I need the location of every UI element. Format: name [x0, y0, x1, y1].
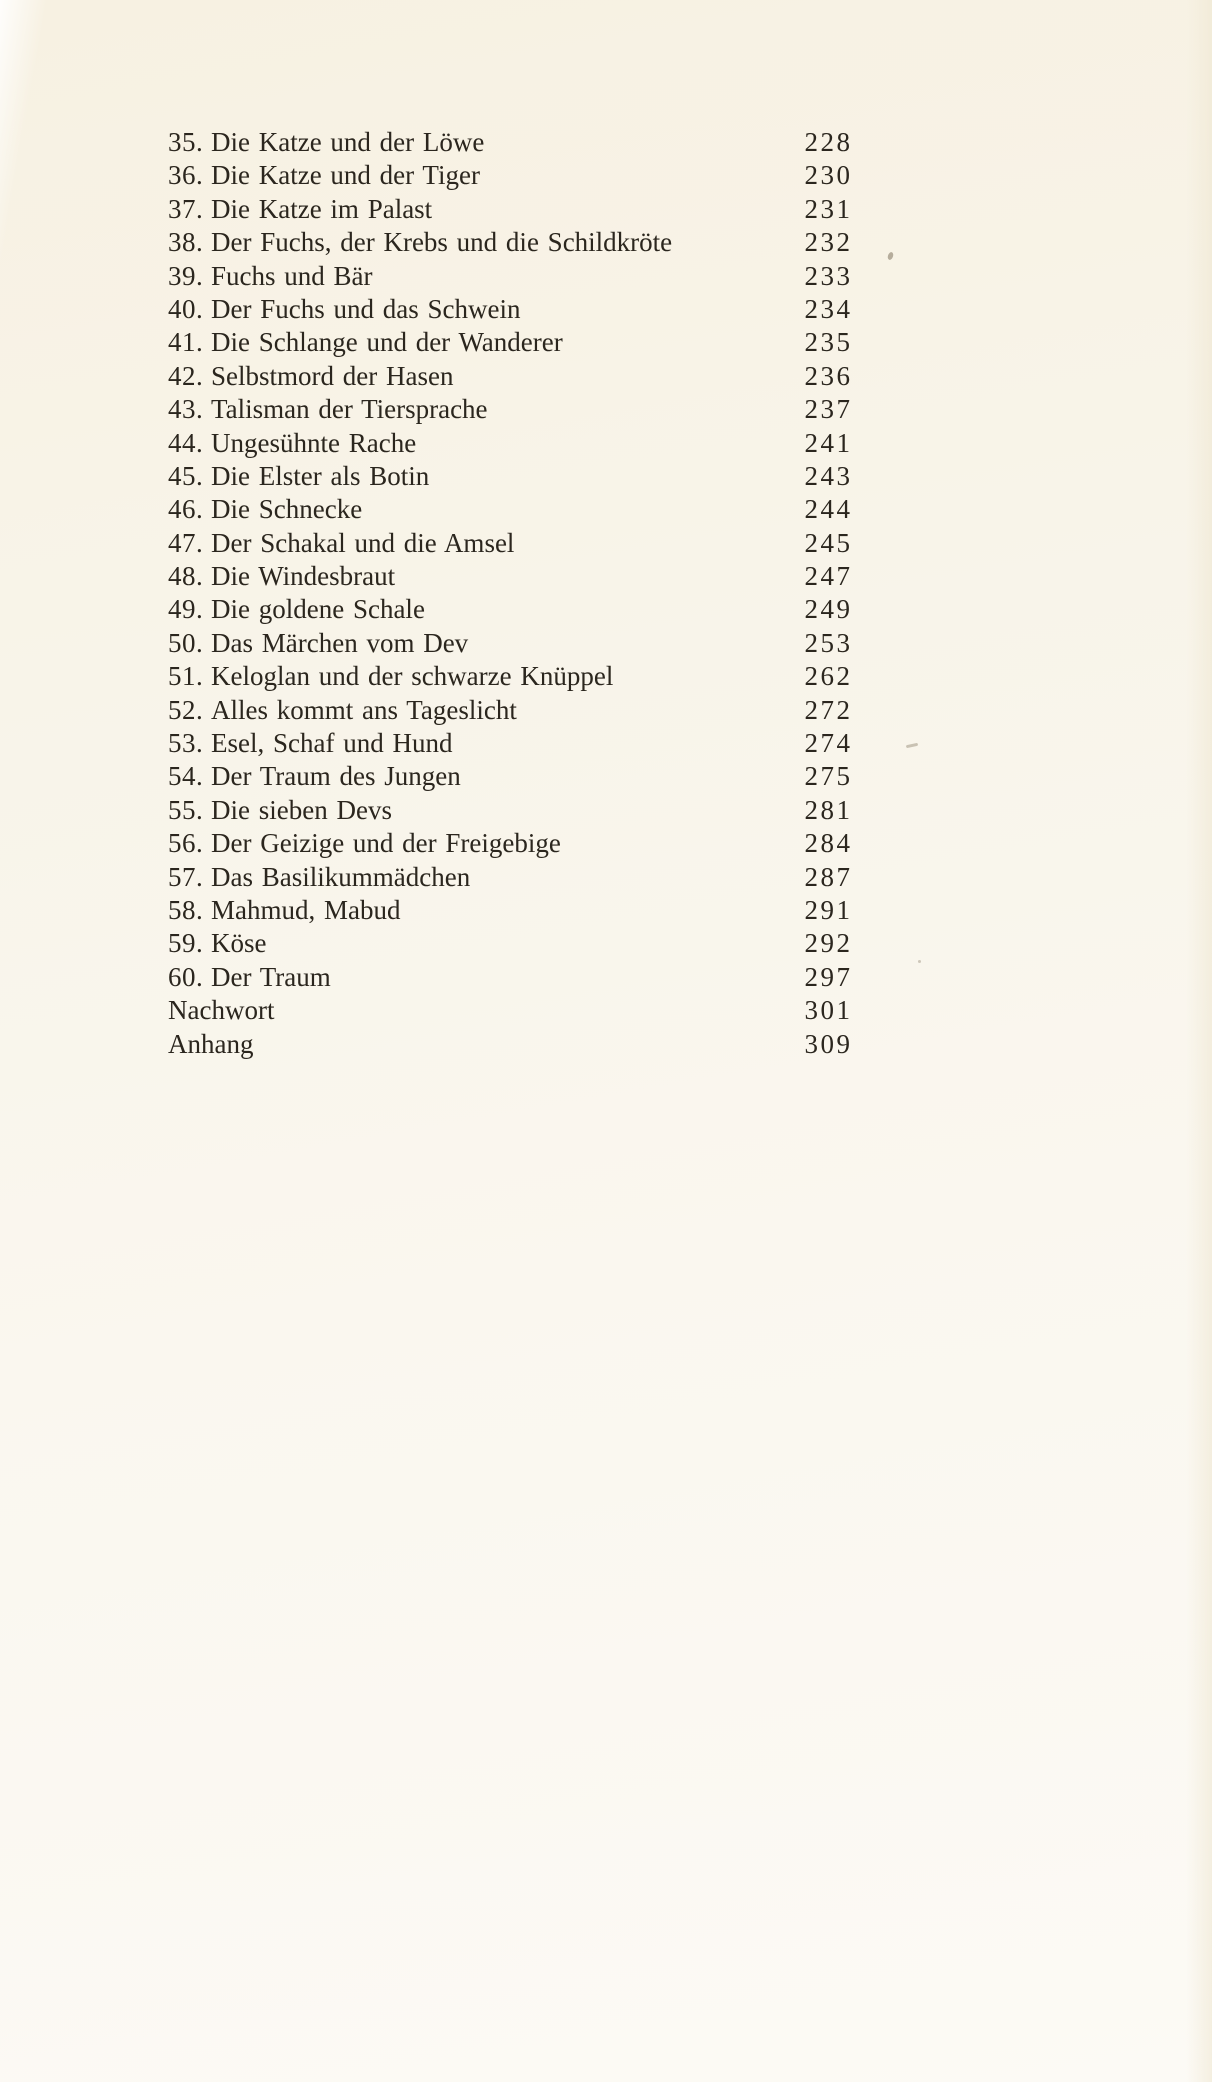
scan-speck — [887, 251, 894, 260]
toc-entry — [168, 961, 853, 994]
toc-entry-title: Die Katze und der Löwe — [211, 127, 485, 157]
toc-entry-number: 36. — [168, 160, 204, 191]
toc-entry-title: Köse — [211, 928, 267, 959]
toc-entry-page: 237 — [804, 394, 853, 425]
toc-entry-number: 54. — [168, 761, 204, 792]
toc-entry — [168, 861, 853, 894]
toc-entry-number: 56. — [168, 828, 204, 859]
toc-entry — [168, 760, 853, 793]
toc-entry-title: Das Märchen vom Dev — [211, 627, 469, 658]
toc-entry-number: 39. — [168, 260, 204, 291]
toc-entry-number: 52. — [168, 694, 204, 725]
toc-entry — [168, 226, 853, 259]
toc-entry-title: Die goldene Schale — [211, 594, 425, 625]
toc-entry-number: 48. — [168, 561, 204, 592]
toc-list — [168, 126, 853, 1061]
toc-entry-page: 274 — [804, 728, 853, 759]
toc-entry-title: Die Schnecke — [211, 494, 363, 525]
toc-entry-page: 281 — [804, 794, 853, 825]
toc-entry-number: 43. — [168, 394, 204, 425]
toc-entry — [168, 593, 853, 626]
toc-entry-title: Der Fuchs und das Schwein — [211, 293, 521, 324]
toc-entry-title: Die Schlange und der Wanderer — [211, 327, 563, 358]
toc-entry-number: 49. — [168, 594, 204, 625]
toc-entry-title: Anhang — [168, 1028, 254, 1059]
toc-entry-title: Der Fuchs, der Krebs und die Schildkröte — [211, 227, 673, 258]
toc-entry-page: 234 — [804, 293, 853, 324]
toc-entry-number: 41. — [168, 327, 204, 358]
toc-entry — [168, 694, 853, 727]
toc-entry — [168, 627, 853, 660]
toc-entry — [168, 260, 853, 293]
toc-entry-number: 58. — [168, 894, 204, 925]
toc-entry-page: 297 — [804, 961, 853, 992]
toc-entry-page: 291 — [804, 894, 853, 925]
toc-entry-page: 241 — [804, 427, 853, 458]
toc-entry-title: Der Traum — [211, 961, 331, 992]
toc-entry-title: Talisman der Tiersprache — [211, 394, 488, 425]
toc-entry-title: Mahmud, Mabud — [211, 894, 401, 925]
toc-entry-number: 46. — [168, 494, 204, 525]
toc-entry-page: 230 — [804, 160, 853, 191]
toc-entry — [168, 393, 853, 426]
toc-entry-page: 231 — [804, 193, 853, 224]
toc-entry-title: Esel, Schaf und Hund — [211, 728, 453, 759]
toc-entry-number: 47. — [168, 527, 204, 558]
toc-entry-page: 253 — [804, 627, 853, 658]
scan-speck — [906, 743, 918, 748]
toc-entry-number: 55. — [168, 794, 204, 825]
toc-entry-page: 232 — [804, 227, 853, 258]
toc-entry — [168, 326, 853, 359]
toc-entry — [168, 1028, 853, 1061]
toc-entry-page: 236 — [804, 360, 853, 391]
toc-entry — [168, 527, 853, 560]
toc-entry-page: 272 — [804, 694, 853, 725]
toc-entry-page: 244 — [804, 494, 853, 525]
toc-entry — [168, 927, 853, 960]
toc-entry-page: 243 — [804, 460, 853, 491]
toc-entry-page: 301 — [804, 995, 853, 1026]
toc-entry-number: 50. — [168, 627, 204, 658]
toc-entry-title: Alles kommt ans Tageslicht — [211, 694, 517, 725]
toc-entry — [168, 560, 853, 593]
toc-entry-number: 42. — [168, 360, 204, 391]
toc-entry-title: Nachwort — [168, 995, 275, 1026]
toc-entry-title: Der Traum des Jungen — [211, 761, 461, 792]
toc-entry-number: 37. — [168, 193, 204, 224]
toc-entry — [168, 193, 853, 226]
toc-entry-title: Der Schakal und die Amsel — [211, 527, 515, 558]
toc-entry-title: Der Geizige und der Freigebige — [211, 828, 561, 859]
toc-entry-number: 51. — [168, 661, 204, 692]
toc-entry-page: 247 — [804, 561, 853, 592]
toc-entry — [168, 660, 853, 693]
toc-entry-number: 35. — [168, 127, 204, 157]
toc-entry — [168, 493, 853, 526]
toc-entry-title: Keloglan und der schwarze Knüppel — [211, 661, 614, 692]
toc-entry — [168, 126, 853, 159]
toc-entry-page: 284 — [804, 828, 853, 859]
toc-entry-title: Die Katze und der Tiger — [211, 160, 480, 191]
toc-entry-page: 228 — [804, 127, 853, 157]
toc-entry-page: 233 — [804, 260, 853, 291]
toc-entry-number: 44. — [168, 427, 204, 458]
toc-entry — [168, 293, 853, 326]
toc-entry-title: Ungesühnte Rache — [211, 427, 417, 458]
toc-entry-page: 309 — [804, 1028, 853, 1059]
toc-entry-number: 38. — [168, 227, 204, 258]
toc-entry-page: 249 — [804, 594, 853, 625]
toc-entry-title: Selbstmord der Hasen — [211, 360, 454, 391]
toc-entry — [168, 360, 853, 393]
toc-entry — [168, 827, 853, 860]
toc-entry-page: 275 — [804, 761, 853, 792]
toc-entry — [168, 460, 853, 493]
toc-entry — [168, 994, 853, 1027]
toc-entry-number: 53. — [168, 728, 204, 759]
toc-entry — [168, 427, 853, 460]
toc-entry-title: Fuchs und Bär — [211, 260, 373, 291]
toc-entry-title: Die Elster als Botin — [211, 460, 430, 491]
toc-entry-number: 59. — [168, 928, 204, 959]
toc-entry-title: Die Katze im Palast — [211, 193, 433, 224]
toc-entry-number: 45. — [168, 460, 204, 491]
toc-entry-page: 292 — [804, 928, 853, 959]
toc-entry-number: 57. — [168, 861, 204, 892]
toc-entry — [168, 727, 853, 760]
toc-entry — [168, 794, 853, 827]
toc-entry — [168, 159, 853, 192]
scan-right-edge-shade — [1186, 0, 1212, 2082]
toc-entry-number: 40. — [168, 293, 204, 324]
scan-speck — [918, 960, 921, 963]
toc-entry-page: 235 — [804, 327, 853, 358]
toc-entry-page: 245 — [804, 527, 853, 558]
toc-entry-title: Die sieben Devs — [211, 794, 392, 825]
toc-entry-title: Die Windesbraut — [211, 561, 396, 592]
toc-entry-title: Das Basilikummädchen — [211, 861, 471, 892]
toc-entry-page: 287 — [804, 861, 853, 892]
toc-entry-number: 60. — [168, 961, 204, 992]
toc-entry — [168, 894, 853, 927]
toc-entry-page: 262 — [804, 661, 853, 692]
